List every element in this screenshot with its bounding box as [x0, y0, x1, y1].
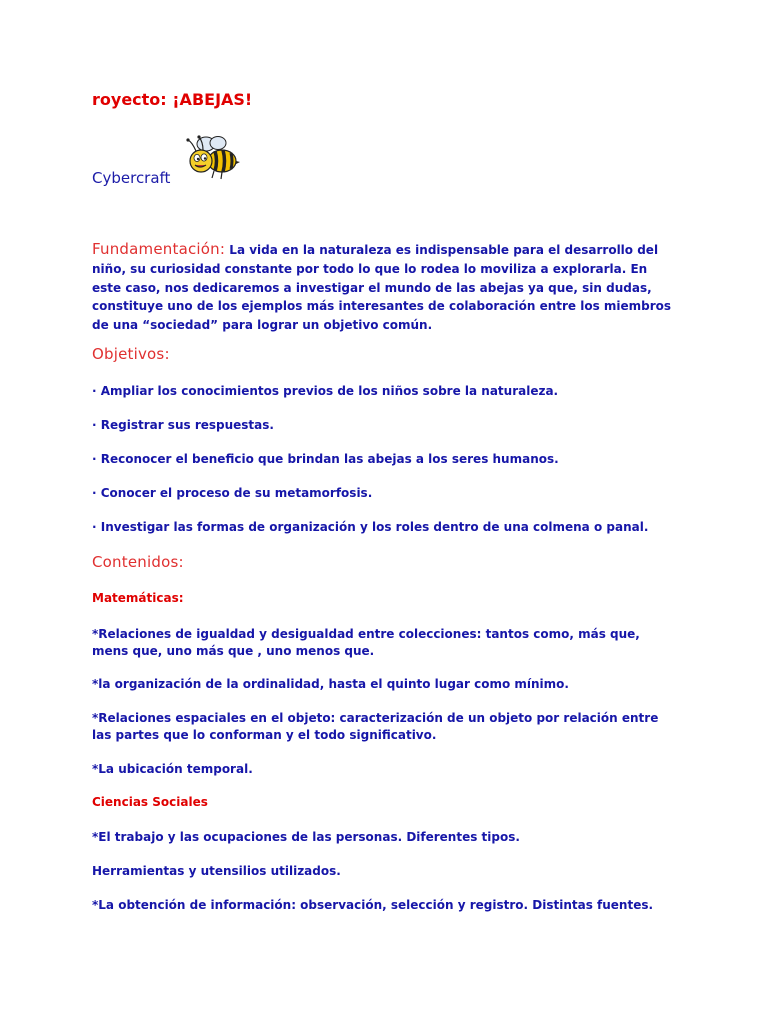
ciencias-sociales-heading: Ciencias Sociales	[92, 795, 208, 809]
objetivo-item: · Ampliar los conocimientos previos de los niños sobre la naturaleza.	[92, 384, 559, 398]
matematicas-heading: Matemáticas:	[92, 591, 184, 605]
ciencias-sociales-item: *La obtención de información: observación, selección y registro. Distintas fuentes.	[92, 898, 654, 912]
fundamentacion-text: La vida en la naturaleza es indispensable para el desarrollo del niño, su curiosidad constante por todo lo que lo rodea lo moviliza a explorarla. En este caso, nos dedicaremos a investigar el mundo de las abejas ya que, sin dudas, constituye uno de los ejemplos más interesantes de colaboración entre los miembros de una “sociedad” para lograr un objetivo común.	[92, 243, 672, 333]
bee-icon	[184, 134, 240, 182]
objetivo-item: · Reconocer el beneficio que brindan las abejas a los seres humanos.	[92, 452, 559, 466]
matematicas-item: *la organización de la ordinalidad, hasta el quinto lugar como mínimo.	[92, 677, 569, 691]
fundamentacion-paragraph	[92, 240, 672, 335]
objetivo-item: · Investigar las formas de organización y los roles dentro de una colmena o panal.	[92, 520, 649, 534]
objetivo-item: · Conocer el proceso de su metamorfosis.	[92, 486, 373, 500]
ciencias-sociales-item: *El trabajo y las ocupaciones de las personas. Diferentes tipos.	[92, 830, 520, 844]
ciencias-sociales-item: Herramientas y utensilios utilizados.	[92, 864, 341, 878]
matematicas-item: *Relaciones espaciales en el objeto: caracterización de un objeto por relación entre las partes que lo conforman y el todo significativo.	[92, 711, 659, 742]
matematicas-item: *Relaciones de igualdad y desigualdad entre colecciones: tantos como, más que, mens que, uno más que , uno menos que.	[92, 627, 640, 658]
objetivo-item: · Registrar sus respuestas.	[92, 418, 274, 432]
document-title: royecto: ¡ABEJAS!	[92, 90, 253, 109]
fundamentacion-label: Fundamentación:	[92, 240, 226, 258]
objetivos-heading: Objetivos:	[92, 345, 170, 363]
author-name: Cybercraft	[92, 169, 171, 187]
matematicas-item: *La ubicación temporal.	[92, 762, 253, 776]
contenidos-heading: Contenidos:	[92, 553, 184, 571]
